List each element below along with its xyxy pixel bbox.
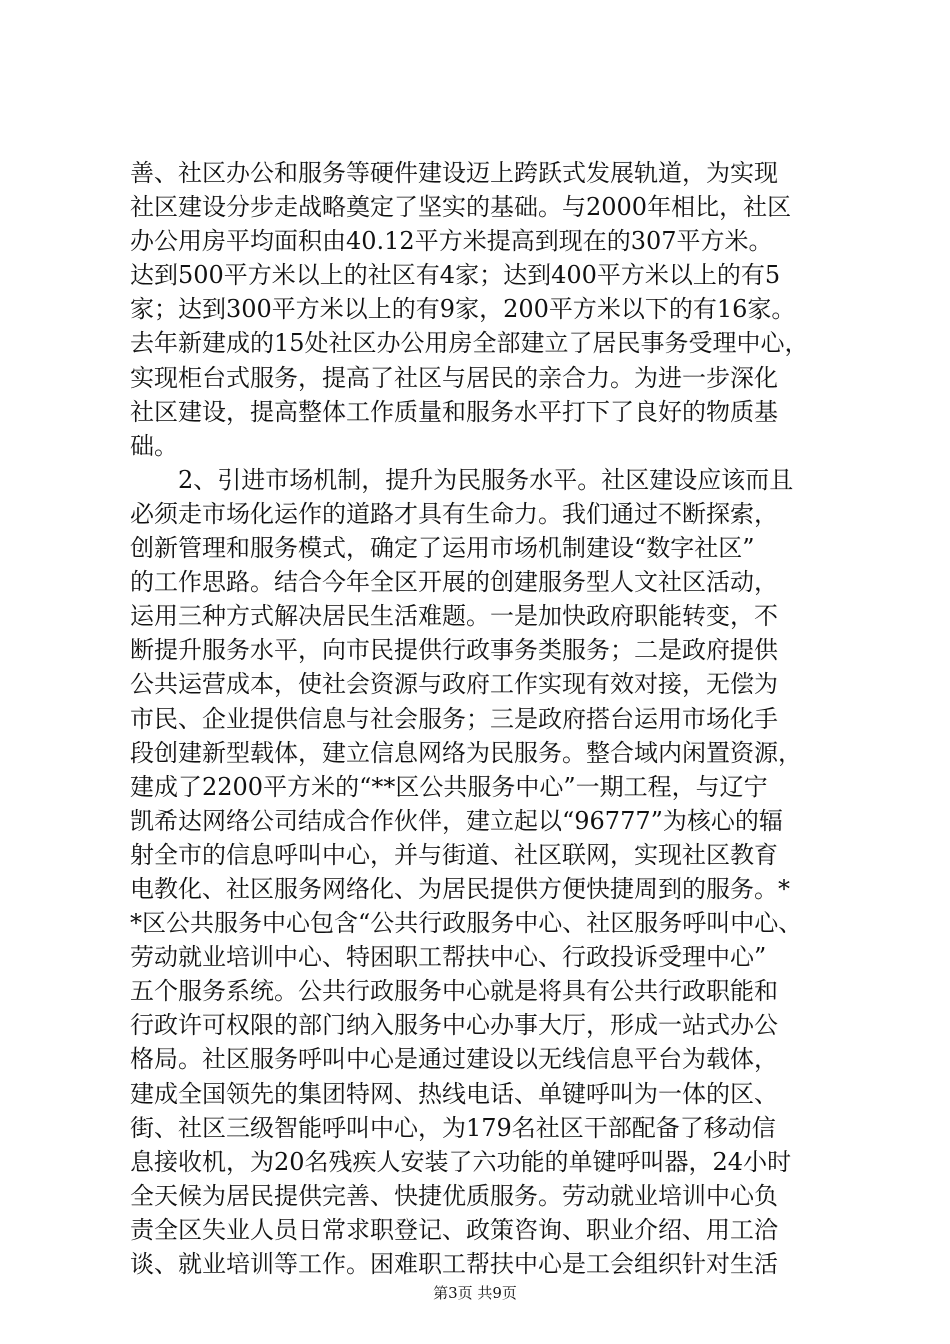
text-line: 的工作思路。结合今年全区开展的创建服务型人文社区活动， <box>130 568 778 597</box>
text-line: 社区建设，提高整体工作质量和服务水平打下了良好的物质基 <box>130 397 778 426</box>
text-line: 运用三种方式解决居民生活难题。一是加快政府职能转变，不 <box>130 602 778 631</box>
text-line: 段创建新型载体，建立信息网络为民服务。整合域内闲置资源， <box>130 738 802 767</box>
text-line: 市民、企业提供信息与社会服务；三是政府搭台运用市场化手 <box>130 704 778 733</box>
text-line: 谈、就业培训等工作。困难职工帮扶中心是工会组织针对生活 <box>130 1250 778 1278</box>
text-line: 创新管理和服务模式，确定了运用市场机制建设“数字社区” <box>130 534 755 563</box>
text-line: 础。 <box>130 431 178 460</box>
text-line: 电教化、社区服务网络化、为居民提供方便快捷周到的服务。* <box>130 874 790 903</box>
text-line: 达到500平方米以上的社区有4家；达到400平方米以上的有5 <box>130 261 781 290</box>
text-line: 公共运营成本，使社会资源与政府工作实现有效对接，无偿为 <box>130 670 778 699</box>
text-line: 行政许可权限的部门纳入服务中心办事大厅，形成一站式办公 <box>130 1011 778 1040</box>
text-line: 社区建设分步走战略奠定了坚实的基础。与2000年相比，社区 <box>130 193 792 222</box>
text-line: 断提升服务水平，向市民提供行政事务类服务；二是政府提供 <box>130 636 778 665</box>
text-line: 必须走市场化运作的道路才具有生命力。我们通过不断探索， <box>130 499 778 528</box>
text-line: 劳动就业培训中心、特困职工帮扶中心、行政投诉受理中心” <box>130 943 767 972</box>
text-line: 善、社区办公和服务等硬件建设迈上跨跃式发展轨道，为实现 <box>130 159 778 187</box>
page-footer: 第3页 共9页 <box>433 1284 517 1302</box>
text-line: 射全市的信息呼叫中心，并与街道、社区联网，实现社区教育 <box>130 840 778 869</box>
text-line: 建成全国领先的集团特网、热线电话、单键呼叫为一体的区、 <box>130 1079 778 1108</box>
text-line: 责全区失业人员日常求职登记、政策咨询、职业介绍、用工洽 <box>130 1215 778 1244</box>
text-line: 街、社区三级智能呼叫中心，为179名社区干部配备了移动信 <box>130 1113 776 1142</box>
text-line: 建成了2200平方米的“**区公共服务中心”一期工程，与辽宁 <box>130 772 768 801</box>
text-line: 去年新建成的15处社区办公用房全部建立了居民事务受理中心， <box>130 329 809 358</box>
text-line: 五个服务系统。公共行政服务中心就是将具有公共行政职能和 <box>130 977 778 1006</box>
text-line: 格局。社区服务呼叫中心是通过建设以无线信息平台为载体， <box>130 1045 778 1074</box>
text-line: 2、引进市场机制，提升为民服务水平。社区建设应该而且 <box>130 465 794 494</box>
text-line: 办公用房平均面积由40.12平方米提高到现在的307平方米。 <box>130 227 773 256</box>
body-text <box>130 156 850 1281</box>
text-line: 实现柜台式服务，提高了社区与居民的亲合力。为进一步深化 <box>130 363 778 392</box>
text-line: 家；达到300平方米以上的有9家，200平方米以下的有16家。 <box>130 295 796 324</box>
text-line: *区公共服务中心包含“公共行政服务中心、社区服务呼叫中心、 <box>130 909 803 938</box>
text-line: 凯希达网络公司结成合作伙伴，建立起以“96777”为核心的辐 <box>130 806 783 835</box>
text-line: 全天候为居民提供完善、快捷优质服务。劳动就业培训中心负 <box>130 1181 778 1210</box>
text-line: 息接收机，为20名残疾人安装了六功能的单键呼叫器，24小时 <box>130 1147 792 1176</box>
